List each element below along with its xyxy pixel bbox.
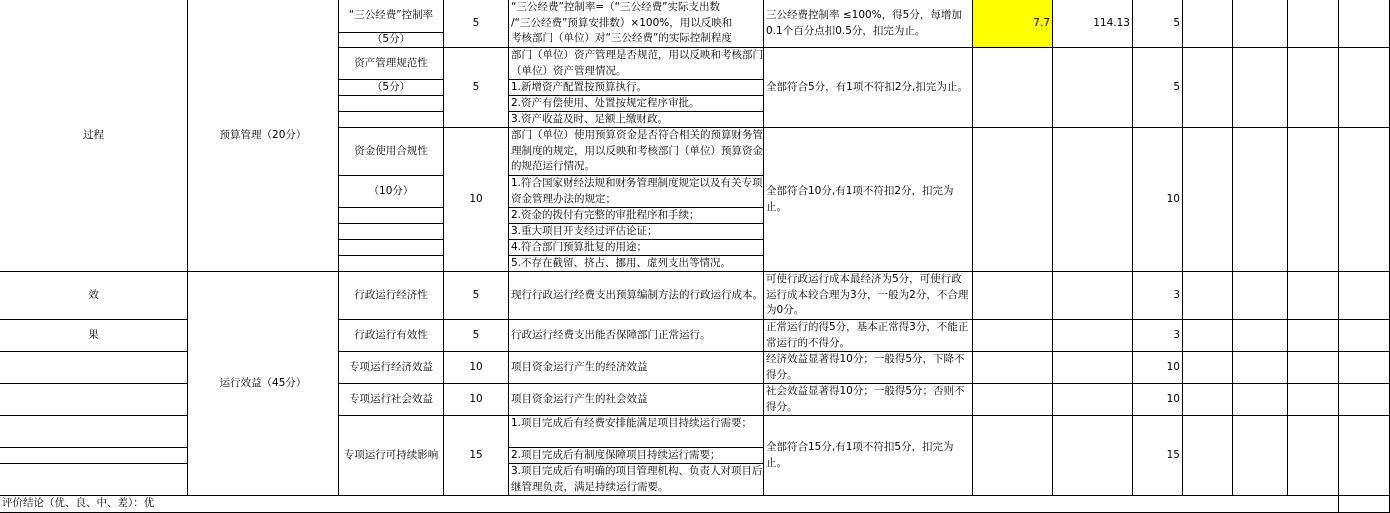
grid-line bbox=[1183, 319, 1390, 320]
empty-cell[interactable] bbox=[973, 128, 1053, 272]
indicator-special-sustain-desc-0[interactable]: 1.项目完成后有经费安排能满足项目持续运行需要； bbox=[509, 416, 764, 448]
desc-line: “三公经费”控制率=（“三公经费”实际支出数 bbox=[511, 1, 721, 13]
indicator-admin-eff-standard[interactable]: 正常运行的得5分，基本正常得3分，不能正常运行的不得分。 bbox=[764, 320, 973, 352]
indicator-special-sustain-desc-2[interactable]: 3.项目完成后有明确的项目管理机构、负责人对项目后继管理负责，满足持续运行需要。 bbox=[509, 464, 764, 496]
indicator-three-public-weight[interactable]: 5 bbox=[444, 0, 509, 48]
category-effect-bottom[interactable]: 果 bbox=[0, 320, 188, 352]
indicator-admin-econ-standard[interactable]: 可使行政运行成本最经济为5分，可使行政运行成本较合理为3分，一般为2分，不合理为0分。 bbox=[764, 272, 973, 320]
indicator-fund-desc-0[interactable]: 部门（单位）使用预算资金是否符合相关的预算财务管理制度的规定，用以反映和考核部门（单位）预算资金的规范运行情况。 bbox=[509, 128, 764, 176]
indicator-three-public-value-a[interactable]: 7.7 bbox=[973, 0, 1053, 48]
indicator-special-econ-score[interactable]: 10 bbox=[1133, 352, 1183, 384]
indicator-asset-weight[interactable]: 5 bbox=[444, 48, 509, 128]
empty-cell[interactable] bbox=[1053, 384, 1133, 416]
indicator-fund-desc-5[interactable]: 5.不存在截留、挤占、挪用、虚列支出等情况。 bbox=[509, 256, 764, 272]
indicator-special-sustain-weight[interactable]: 15 bbox=[444, 416, 509, 496]
indicator-admin-eff-weight[interactable]: 5 bbox=[444, 320, 509, 352]
grid-line bbox=[1183, 127, 1390, 128]
indicator-fund-desc-3[interactable]: 3.重大项目开支经过评估论证； bbox=[509, 224, 764, 240]
desc-line: 考核部门（单位）对“三公经费”的实际控制程度 bbox=[511, 32, 732, 44]
empty-column-cell[interactable] bbox=[1183, 0, 1233, 496]
indicator-special-sustain-standard[interactable]: 全部符合15分,有1项不符扣5分，扣完为止。 bbox=[764, 416, 973, 496]
indicator-special-econ-standard[interactable]: 经济效益显著得10分；一般得5分，下降不得分。 bbox=[764, 352, 973, 384]
indicator-special-social-score[interactable]: 10 bbox=[1133, 384, 1183, 416]
indicator-three-public-score[interactable]: 5 bbox=[1133, 0, 1183, 48]
indicator-admin-eff-desc[interactable]: 行政运行经费支出能否保障部门正常运行。 bbox=[509, 320, 764, 352]
empty-cell[interactable] bbox=[339, 224, 444, 240]
indicator-fund-name[interactable]: 资金使用合规性 bbox=[339, 128, 444, 176]
empty-column-cell[interactable] bbox=[1339, 0, 1390, 496]
indicator-asset-desc-2[interactable]: 2.资产有偿使用、处置按规定程序审批。 bbox=[509, 96, 764, 112]
empty-cell[interactable] bbox=[1053, 128, 1133, 272]
indicator-special-social-desc[interactable]: 项目资金运行产生的社会效益 bbox=[509, 384, 764, 416]
subcategory-budget[interactable] bbox=[188, 0, 339, 272]
empty-cell[interactable] bbox=[0, 448, 188, 464]
empty-cell[interactable] bbox=[0, 352, 188, 384]
empty-cell[interactable] bbox=[973, 352, 1053, 384]
indicator-special-econ-weight[interactable]: 10 bbox=[444, 352, 509, 384]
empty-cell[interactable] bbox=[973, 320, 1053, 352]
empty-cell[interactable] bbox=[1053, 352, 1133, 384]
grid-line bbox=[1183, 351, 1390, 352]
empty-column-cell[interactable] bbox=[1288, 0, 1339, 496]
empty-cell[interactable] bbox=[973, 416, 1053, 496]
indicator-special-social-name[interactable]: 专项运行社会效益 bbox=[339, 384, 444, 416]
empty-cell[interactable] bbox=[339, 96, 444, 112]
indicator-fund-score-note[interactable]: （10分） bbox=[339, 176, 444, 208]
empty-cell[interactable] bbox=[1053, 48, 1133, 128]
indicator-fund-standard[interactable]: 全部符合10分,有1项不符扣2分，扣完为止。 bbox=[764, 128, 973, 272]
indicator-special-econ-name[interactable]: 专项运行经济效益 bbox=[339, 352, 444, 384]
indicator-asset-score-note[interactable]: （5分） bbox=[339, 80, 444, 96]
indicator-fund-desc-2[interactable]: 2.资金的拨付有完整的审批程序和手续； bbox=[509, 208, 764, 224]
indicator-asset-name[interactable]: 资产管理规范性 bbox=[339, 48, 444, 80]
empty-cell[interactable] bbox=[0, 384, 188, 416]
grid-line bbox=[1183, 383, 1390, 384]
indicator-asset-score[interactable]: 5 bbox=[1133, 48, 1183, 128]
indicator-admin-eff-score[interactable]: 3 bbox=[1133, 320, 1183, 352]
desc-line: /“三公经费”预算安排数）×100%，用以反映和 bbox=[511, 16, 733, 29]
indicator-fund-score[interactable]: 10 bbox=[1133, 128, 1183, 272]
empty-cell[interactable] bbox=[973, 272, 1053, 320]
subcategory-budget-label: 预算管理（20分） bbox=[219, 128, 307, 141]
empty-cell[interactable] bbox=[1053, 416, 1133, 496]
empty-cell[interactable] bbox=[339, 208, 444, 224]
indicator-asset-desc-3[interactable]: 3.资产收益及时、足额上缴财政。 bbox=[509, 112, 764, 128]
indicator-special-sustain-name[interactable]: 专项运行可持续影响 bbox=[339, 416, 444, 496]
indicator-asset-standard[interactable]: 全部符合5分，有1项不符扣2分,扣完为止。 bbox=[764, 48, 973, 128]
conclusion-text: 评价结论（优、良、中、差）：优 bbox=[2, 497, 155, 510]
grid-line bbox=[1183, 47, 1390, 48]
subcategory-operation[interactable]: 运行效益（45分） bbox=[188, 272, 339, 496]
indicator-three-public-name[interactable]: “三公经费”控制率 bbox=[339, 0, 444, 33]
indicator-fund-desc-4[interactable]: 4.符合部门预算批复的用途； bbox=[509, 240, 764, 256]
indicator-admin-econ-weight[interactable]: 5 bbox=[444, 272, 509, 320]
empty-cell[interactable] bbox=[339, 240, 444, 256]
empty-cell[interactable] bbox=[1053, 272, 1133, 320]
empty-cell[interactable] bbox=[339, 256, 444, 272]
indicator-special-econ-desc[interactable]: 项目资金运行产生的经济效益 bbox=[509, 352, 764, 384]
grid-line bbox=[1183, 271, 1390, 272]
indicator-admin-eff-name[interactable]: 行政运行有效性 bbox=[339, 320, 444, 352]
indicator-admin-econ-desc[interactable]: 现行行政运行经费支出预算编制方法的行政运行成本。 bbox=[509, 272, 764, 320]
indicator-asset-desc-0[interactable]: 部门（单位）资产管理是否规范，用以反映和考核部门（单位）资产管理情况。 bbox=[509, 48, 764, 80]
category-process[interactable] bbox=[0, 0, 188, 272]
indicator-asset-desc-1[interactable]: 1.新增资产配置按预算执行。 bbox=[509, 80, 764, 96]
indicator-three-public-standard[interactable]: 三公经费控制率 ≤100%，得5分，每增加0.1个百分点扣0.5分，扣完为止。 bbox=[764, 0, 973, 48]
indicator-fund-desc-1[interactable]: 1.符合国家财经法规和财务管理制度规定以及有关专项资金管理办法的规定； bbox=[509, 176, 764, 208]
grid-line bbox=[1183, 415, 1390, 416]
indicator-special-social-standard[interactable]: 社会效益显著得10分；一般得5分；否则不得分。 bbox=[764, 384, 973, 416]
category-process-label: 过程 bbox=[83, 128, 104, 141]
indicator-three-public-value-b[interactable]: 114.13 bbox=[1053, 0, 1133, 48]
indicator-special-sustain-score[interactable]: 15 bbox=[1133, 416, 1183, 496]
empty-cell[interactable] bbox=[0, 416, 188, 448]
empty-cell[interactable] bbox=[973, 48, 1053, 128]
indicator-special-sustain-desc-1[interactable]: 2.项目完成后有制度保障项目持续运行需要； bbox=[509, 448, 764, 464]
empty-cell[interactable] bbox=[339, 112, 444, 128]
indicator-fund-weight[interactable]: 10 bbox=[444, 128, 509, 272]
indicator-admin-econ-name[interactable]: 行政运行经济性 bbox=[339, 272, 444, 320]
indicator-three-public-score-note[interactable]: （5分） bbox=[339, 33, 444, 48]
empty-column-cell[interactable] bbox=[1233, 0, 1288, 496]
category-effect-top[interactable]: 效 bbox=[0, 272, 188, 320]
empty-cell[interactable] bbox=[1053, 320, 1133, 352]
conclusion-row[interactable] bbox=[0, 496, 1339, 513]
empty-cell[interactable] bbox=[1339, 496, 1390, 513]
indicator-admin-econ-score[interactable]: 3 bbox=[1133, 272, 1183, 320]
empty-cell[interactable] bbox=[973, 384, 1053, 416]
indicator-three-public-desc[interactable] bbox=[509, 0, 764, 48]
empty-cell[interactable] bbox=[0, 464, 188, 496]
indicator-special-social-weight[interactable]: 10 bbox=[444, 384, 509, 416]
